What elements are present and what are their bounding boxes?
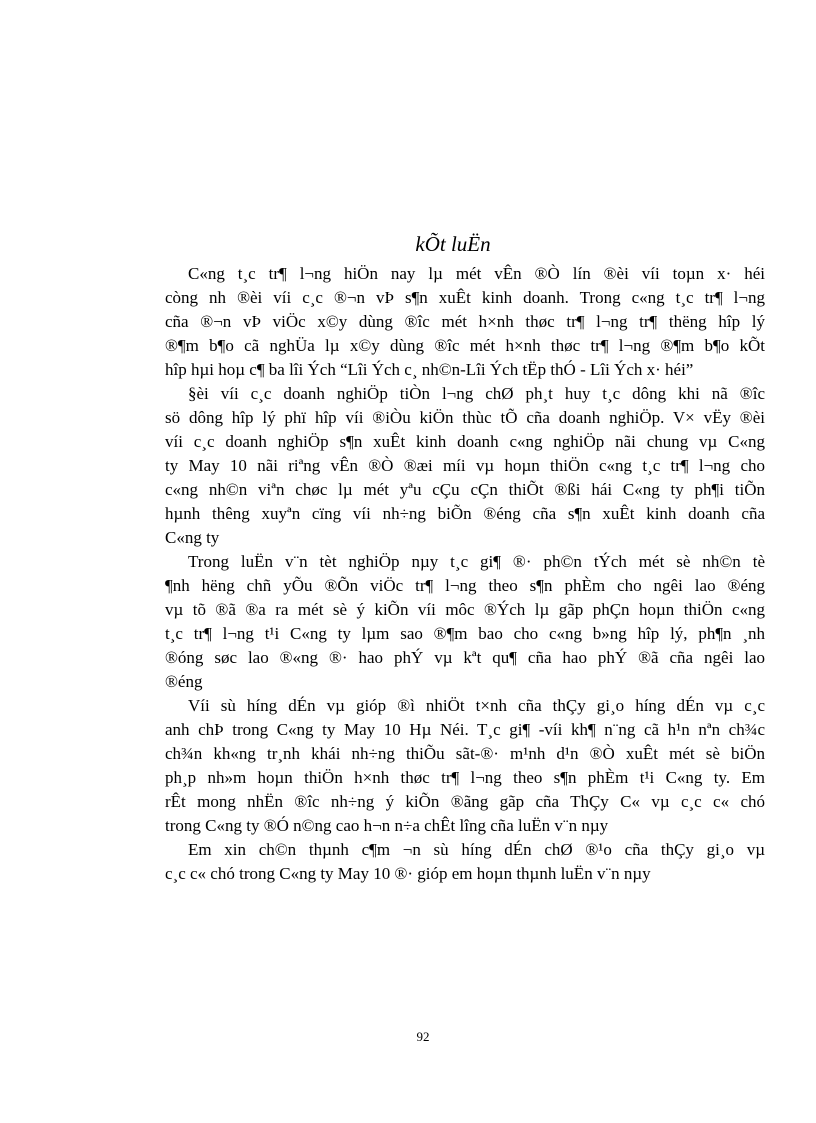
text-line: ®éng — [165, 672, 203, 691]
body-text — [165, 262, 765, 886]
text-line: trong C«ng ty ®Ó n©ng cao h¬n n÷a chÊt lîng cña luËn v¨n nµy — [165, 816, 609, 835]
text-line: sö dông hîp lý phï hîp víi ®iÒu kiÖn thùc tÕ cña doanh nghiÖp. V× vËy ®èi — [165, 408, 765, 427]
page-number: 92 — [416, 1029, 430, 1044]
paragraph — [165, 262, 765, 382]
text-line: Víi sù híng dÉn vµ gióp ®ì nhiÖt t×nh cña thÇy gi¸o híng dÉn vµ c¸c — [188, 696, 765, 715]
text-line: víi c¸c doanh nghiÖp s¶n xuÊt kinh doanh c«ng nghiÖp nãi chung vµ C«ng — [165, 432, 765, 451]
text-line: Trong luËn v¨n tèt nghiÖp nµy t¸c gi¶ ®· ph©n tÝch mét sè nh©n tè — [188, 552, 765, 571]
text-line: ®óng søc lao ®«ng ®· hao phÝ vµ kªt qu¶ cña hao phÝ ®ã cña ngêi lao — [165, 648, 765, 667]
text-line: C«ng ty — [165, 528, 220, 547]
paragraph — [165, 382, 765, 550]
text-line: c¸c c« chó trong C«ng ty May 10 ®· gióp em hoµn thµnh luËn v¨n nµy — [165, 864, 651, 883]
text-line: còng nh ®èi víi c¸c ®¬n vÞ s¶n xuÊt kinh doanh. Trong c«ng t¸c tr¶ l¬ng — [165, 288, 765, 307]
text-line: anh chÞ trong C«ng ty May 10 Hµ Néi. T¸c gi¶ -víi kh¶ n¨ng cã h¹n nªn ch¾c — [165, 720, 765, 739]
text-line: ch¾n kh«ng tr¸nh khái nh÷ng thiÕu sãt-®· m¹nh d¹n ®Ò xuÊt mét sè biÖn — [165, 744, 765, 763]
text-line: ®¶m b¶o cã nghÜa lµ x©y dùng ®îc mét h×nh thøc tr¶ l¬ng ®¶m b¶o kÕt — [165, 336, 765, 355]
text-line: t¸c tr¶ l¬ng t¹i C«ng ty lµm sao ®¶m bao cho c«ng b»ng hîp lý, ph¶n ¸nh — [165, 624, 765, 643]
text-line: C«ng t¸c tr¶ l¬ng hiÖn nay lµ mét vÊn ®Ò lín ®èi víi toµn x· héi — [188, 264, 765, 283]
text-line: hµnh thêng xuyªn cïng víi nh÷ng biÕn ®éng cña s¶n xuÊt kinh doanh cña — [165, 504, 765, 523]
text-line: ty May 10 nãi riªng vÊn ®Ò ®æi míi vµ hoµn thiÖn c«ng t¸c tr¶ l¬ng cho — [165, 456, 765, 475]
section-title: kÕt luËn — [415, 232, 491, 256]
paragraph — [165, 550, 765, 694]
paragraph — [165, 838, 765, 886]
text-line: cña ®¬n vÞ viÖc x©y dùng ®îc mét h×nh thøc tr¶ l¬ng tr¶ thëng hîp lý — [165, 312, 765, 331]
text-line: hîp hµi hoµ c¶ ba lîi Ých “Lîi Ých c¸ nh©n-Lîi Ých tËp thÓ - Lîi Ých x· héi” — [165, 360, 694, 379]
text-line: ph¸p nh»m hoµn thiÖn h×nh thøc tr¶ l¬ng theo s¶n phÈm t¹i C«ng ty. Em — [165, 768, 765, 787]
text-line: ¶nh hëng chñ yÕu ®Õn viÖc tr¶ l¬ng theo s¶n phÈm cho ngêi lao ®éng — [165, 576, 765, 595]
text-line: Em xin ch©n thµnh c¶m ¬n sù híng dÉn chØ ®¹o cña thÇy gi¸o vµ — [188, 840, 765, 859]
paragraph — [165, 694, 765, 838]
text-line: vµ tõ ®ã ®a ra mét sè ý kiÕn víi môc ®Ých lµ gãp phÇn hoµn thiÖn c«ng — [165, 600, 765, 619]
text-line: rÊt mong nhËn ®îc nh÷ng ý kiÕn ®ãng gãp cña ThÇy C« vµ c¸c c« chó — [165, 792, 765, 811]
text-line: c«ng nh©n viªn chøc lµ mét yªu cÇu cÇn thiÕt ®ßi hái C«ng ty ph¶i tiÕn — [165, 480, 765, 499]
text-line: §èi víi c¸c doanh nghiÖp tiÒn l¬ng chØ ph¸t huy t¸c dông khi nã ®îc — [188, 384, 765, 403]
